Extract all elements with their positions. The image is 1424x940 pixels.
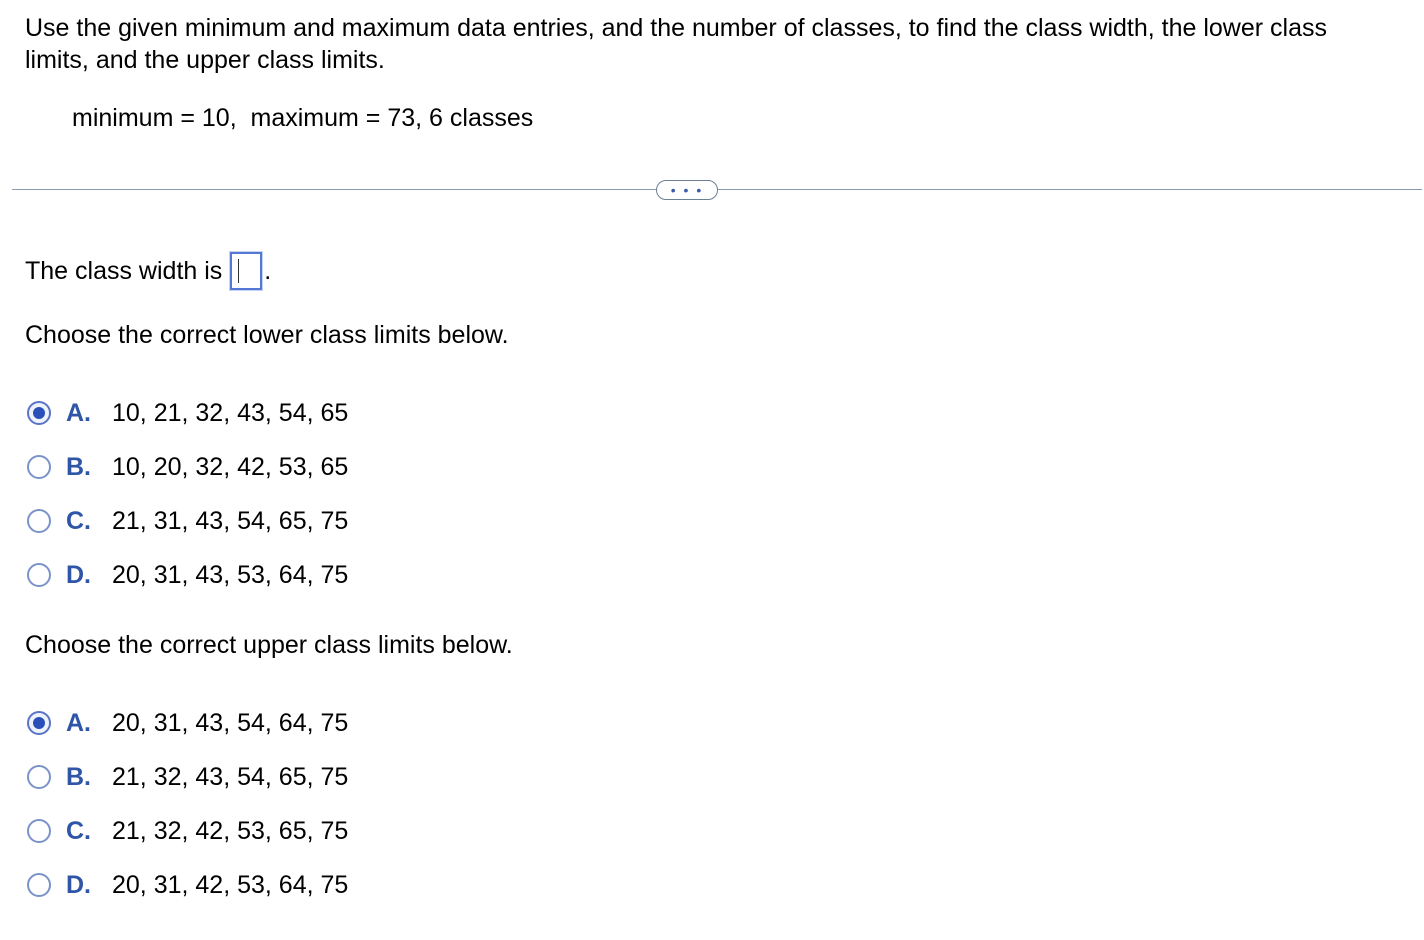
radio-icon[interactable]	[27, 563, 51, 587]
option-text: 10, 21, 32, 43, 54, 65	[112, 398, 349, 427]
upper-option-b[interactable]	[27, 750, 348, 804]
radio-icon[interactable]	[27, 401, 51, 425]
radio-icon[interactable]	[27, 455, 51, 479]
question-prompt: Use the given minimum and maximum data entries, and the number of classes, to find the class width, the lower class limits, and the upper class limits.	[25, 14, 1327, 74]
option-letter: C.	[66, 506, 91, 535]
upper-limits-options	[27, 696, 348, 912]
option-text: 20, 31, 43, 54, 64, 75	[112, 708, 349, 737]
radio-icon[interactable]	[27, 819, 51, 843]
option-text: 10, 20, 32, 42, 53, 65	[112, 452, 349, 481]
radio-icon[interactable]	[27, 509, 51, 533]
lower-limits-options	[27, 386, 348, 602]
option-letter: C.	[66, 816, 91, 845]
option-letter: D.	[66, 560, 91, 589]
option-text: 21, 31, 43, 54, 65, 75	[112, 506, 349, 535]
answer-period: .	[264, 257, 272, 285]
option-letter: A.	[66, 708, 91, 737]
radio-icon[interactable]	[27, 765, 51, 789]
given-values: minimum = 10, maximum = 73, 6 classes	[72, 104, 534, 132]
upper-option-d[interactable]	[27, 858, 348, 912]
option-letter: D.	[66, 870, 91, 899]
upper-option-a[interactable]	[27, 696, 348, 750]
option-letter: A.	[66, 398, 91, 427]
option-text: 20, 31, 42, 53, 64, 75	[112, 870, 349, 899]
class-width-label: The class width is	[25, 257, 223, 285]
upper-option-c[interactable]	[27, 804, 348, 858]
option-text: 21, 32, 43, 54, 65, 75	[112, 762, 349, 791]
lower-option-c[interactable]	[27, 494, 348, 548]
lower-limits-question: Choose the correct lower class limits below.	[25, 321, 509, 349]
upper-limits-question: Choose the correct upper class limits below.	[25, 631, 513, 659]
radio-icon[interactable]	[27, 711, 51, 735]
option-text: 20, 31, 43, 53, 64, 75	[112, 560, 349, 589]
more-options-button[interactable]: • • •	[656, 180, 718, 200]
lower-option-b[interactable]	[27, 440, 348, 494]
option-text: 21, 32, 42, 53, 65, 75	[112, 816, 349, 845]
option-letter: B.	[66, 452, 91, 481]
class-width-answer-row	[25, 252, 271, 290]
lower-option-a[interactable]	[27, 386, 348, 440]
class-width-input[interactable]	[230, 252, 262, 290]
radio-icon[interactable]	[27, 873, 51, 897]
lower-option-d[interactable]	[27, 548, 348, 602]
option-letter: B.	[66, 762, 91, 791]
